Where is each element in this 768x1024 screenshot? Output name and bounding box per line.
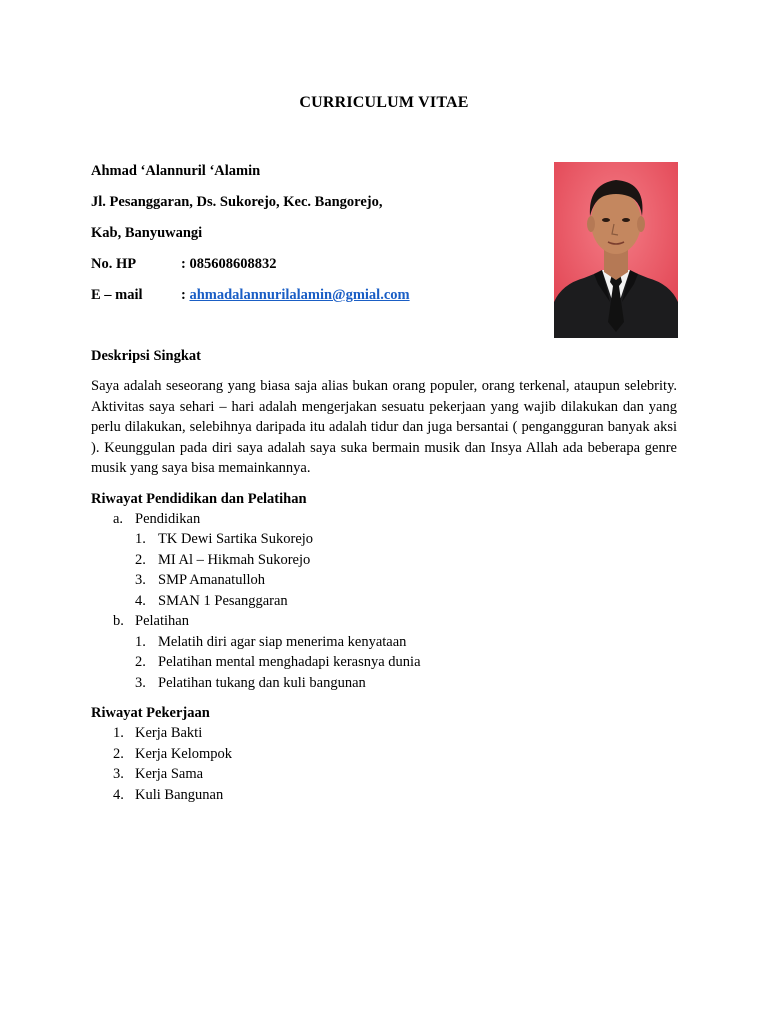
list-marker: 3. bbox=[113, 766, 124, 783]
training-group bbox=[91, 611, 677, 693]
list-item-text: SMP Amanatulloh bbox=[158, 572, 266, 589]
list-item bbox=[91, 785, 677, 806]
training-group-label: Pelatihan bbox=[135, 613, 189, 630]
list-item bbox=[91, 744, 677, 765]
list-item bbox=[91, 673, 677, 694]
email-label: E – mail bbox=[91, 287, 143, 303]
cv-content bbox=[91, 346, 677, 805]
list-marker: 1. bbox=[113, 725, 124, 742]
education-list bbox=[91, 509, 677, 694]
phone-value: : 085608608832 bbox=[181, 256, 277, 272]
email-separator: : bbox=[181, 287, 190, 303]
list-item-text: Kerja Kelompok bbox=[135, 745, 233, 762]
address-line-1: Jl. Pesanggaran, Ds. Sukorejo, Kec. Bangorejo, bbox=[91, 194, 383, 210]
education-heading: Riwayat Pendidikan dan Pelatihan bbox=[91, 490, 307, 507]
list-marker: 4. bbox=[113, 786, 124, 803]
list-item-text: Kerja Bakti bbox=[135, 725, 203, 742]
list-marker: b. bbox=[113, 613, 124, 630]
training-sublist bbox=[91, 632, 677, 694]
personal-info bbox=[91, 161, 531, 316]
list-marker: 3. bbox=[135, 572, 146, 589]
list-marker: 4. bbox=[135, 592, 146, 609]
list-marker: 2. bbox=[113, 745, 124, 762]
email-link[interactable]: ahmadalannurilalamin@gmial.com bbox=[189, 287, 410, 303]
list-item bbox=[91, 529, 677, 550]
list-item-text: Pelatihan mental menghadapi kerasnya dunia bbox=[158, 654, 421, 671]
list-item-text: SMAN 1 Pesanggaran bbox=[158, 592, 288, 609]
work-heading: Riwayat Pekerjaan bbox=[91, 705, 210, 722]
portrait-image bbox=[554, 162, 678, 338]
list-marker: 3. bbox=[135, 674, 146, 691]
list-item bbox=[91, 764, 677, 785]
name: Ahmad ‘Alannuril ‘Alamin bbox=[91, 163, 261, 179]
address-line-2: Kab, Banyuwangi bbox=[91, 225, 203, 241]
list-item bbox=[91, 591, 677, 612]
list-marker: 1. bbox=[135, 633, 146, 650]
list-marker: 2. bbox=[135, 551, 146, 568]
list-item bbox=[91, 570, 677, 591]
education-group-label: Pendidikan bbox=[135, 510, 201, 527]
list-marker: 2. bbox=[135, 654, 146, 671]
education-group bbox=[91, 509, 677, 612]
list-item-text: TK Dewi Sartika Sukorejo bbox=[158, 531, 314, 548]
list-marker: 1. bbox=[135, 531, 146, 548]
list-item bbox=[91, 550, 677, 571]
list-item bbox=[91, 723, 677, 744]
document-title: CURRICULUM VITAE bbox=[299, 94, 469, 111]
list-item-text: Pelatihan tukang dan kuli bangunan bbox=[158, 674, 366, 691]
list-item-text: Melatih diri agar siap menerima kenyataan bbox=[158, 633, 407, 650]
list-item bbox=[91, 652, 677, 673]
work-list bbox=[91, 723, 677, 805]
email-row bbox=[91, 285, 531, 316]
list-item-text: MI Al – Hikmah Sukorejo bbox=[158, 551, 311, 568]
description-text: Saya adalah seseorang yang biasa saja alias bukan orang populer, orang terkenal, ataupun selebrity. Aktivitas saya sehari – hari adalah mengerjakan sesuatu pekerjaan yang wajib dilakukan dan yang perlu dilakukan, selebihnya daripada itu adalah tidur dan juga bersantai ( pengangguran banyak aksi ). Keunggulan pada diri saya adalah saya suka bermain musik dan Insya Allah ada beberapa genre musik yang saya bisa memainkannya. bbox=[91, 378, 677, 477]
education-sublist bbox=[91, 529, 677, 611]
list-item-text: Kuli Bangunan bbox=[135, 786, 224, 803]
profile-photo bbox=[554, 162, 678, 338]
phone-label: No. HP bbox=[91, 256, 137, 272]
description-heading: Deskripsi Singkat bbox=[91, 348, 201, 364]
list-item-text: Kerja Sama bbox=[135, 766, 204, 783]
list-marker: a. bbox=[113, 510, 124, 527]
list-item bbox=[91, 632, 677, 653]
phone-row bbox=[91, 254, 531, 285]
